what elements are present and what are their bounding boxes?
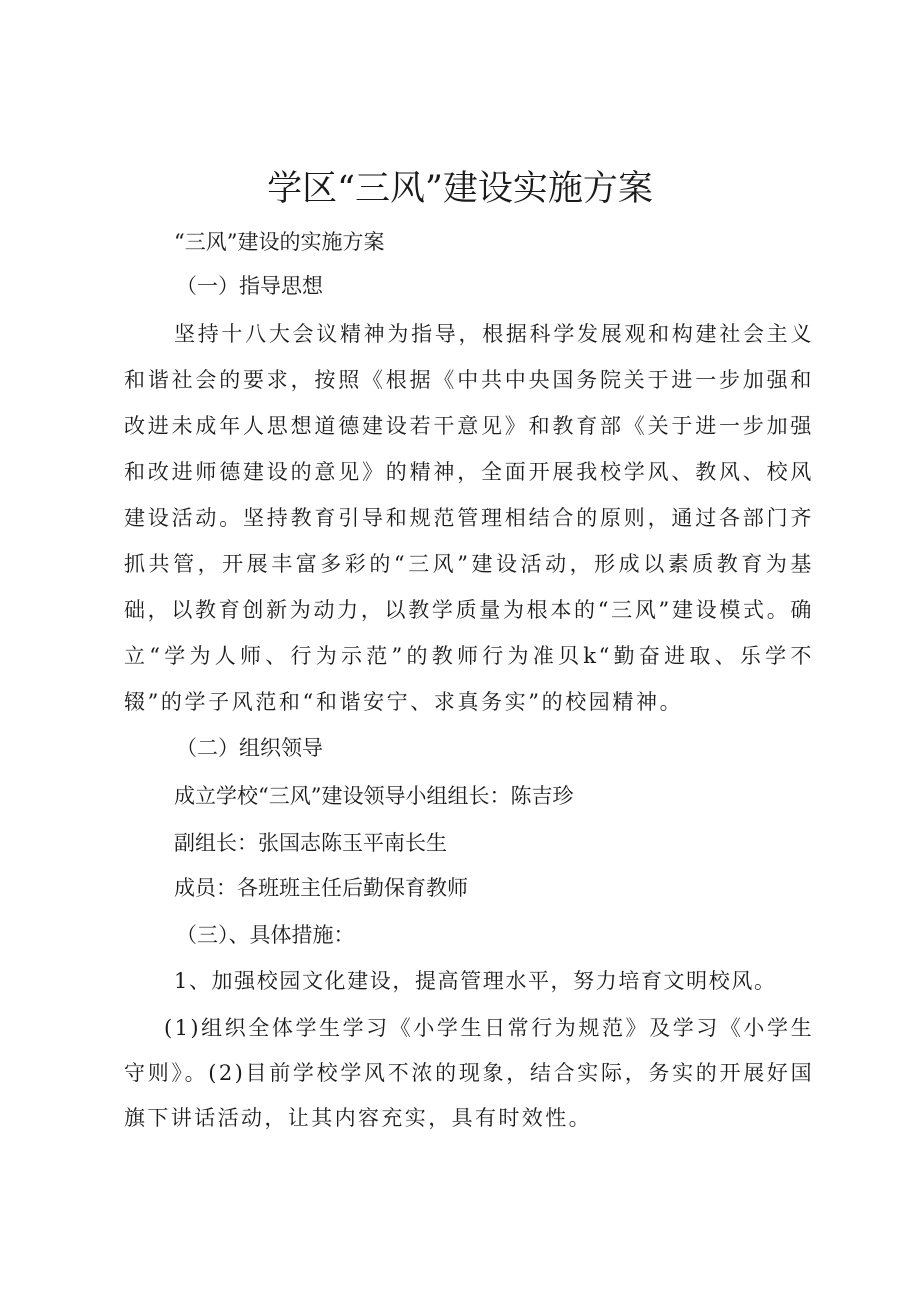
section-heading-guiding: （一）指导思想 [176,274,323,298]
document-subtitle: “三风”建设的实施方案 [174,230,385,254]
measures-item-1-detail: (1)组织全体学生学习《小学生日常行为规范》及学习《小学生守则》。(2)目前学校学风不浓的现象，结合实际，务实的开展好国旗下讲话活动，让其内容充实，具有时效性。 [124,1016,814,1130]
organization-deputy-line: 副组长：张国志陈玉平南长生 [174,831,447,855]
organization-members-line: 成员：各班班主任后勤保育教师 [174,876,468,900]
document-title: 学区“三风”建设实施方案 [267,169,653,209]
measures-item-1: 1、加强校园文化建设，提高管理水平，努力培育文明校风。 [174,969,777,993]
guiding-paragraph: 坚持十八大会议精神为指导，根据科学发展观和构建社会主义和谐社会的要求，按照《根据《中共中央国务院关于进一步加强和改进未成年人思想道德建设若干意见》和教育部《关于进一步加强和改进师德建设的意见》的精神，全面开展我校学风、教风、校风建设活动。坚持教育引导和规范管理相结合的原则，通过各部门齐抓共管，开展丰富多彩的“三风”建设活动，形成以素质教育为基础，以教育创新为动力，以教学质量为根本的“三风”建设模式。确立“学为人师、行为示范”的教师行为准贝k“勤奋进取、乐学不辍”的学子风范和“和谐安宁、求真务实”的校园精神。 [124,322,814,714]
organization-leader-line: 成立学校“三风”建设领导小组组长：陈吉珍 [174,784,574,808]
section-heading-organization: （二）组织领导 [176,736,323,760]
section-heading-measures: （三）、具体措施： [176,923,355,947]
